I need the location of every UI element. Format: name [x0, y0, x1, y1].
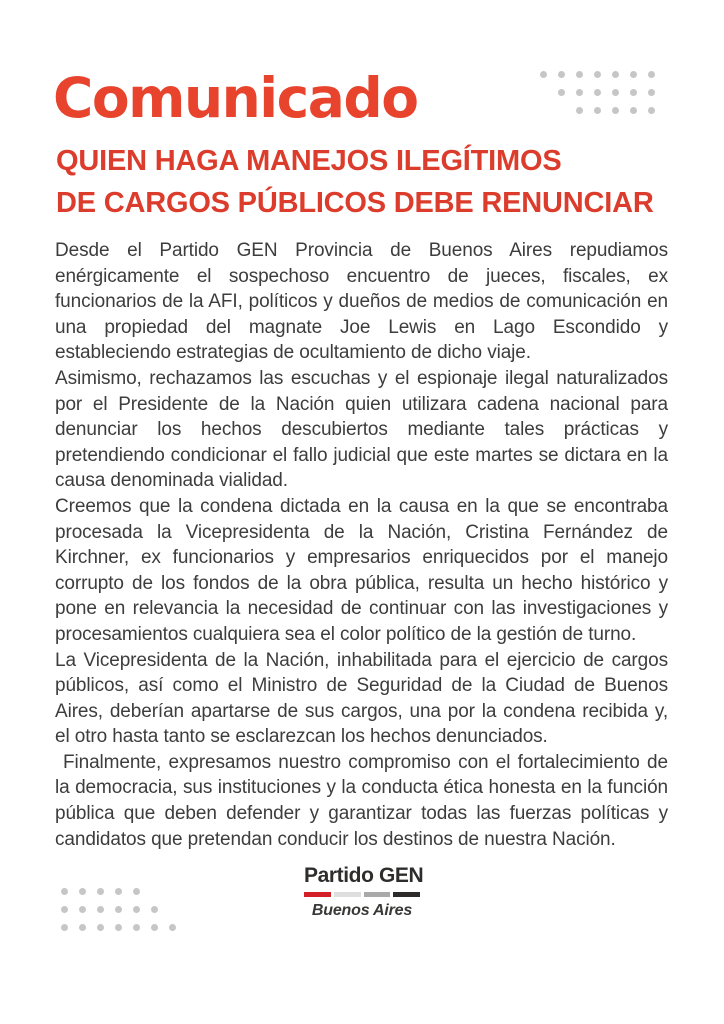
dot-icon [61, 888, 68, 895]
bar-segment [334, 892, 361, 897]
dot-icon [97, 924, 104, 931]
body-paragraph: Finalmente, expresamos nuestro compromiso con el fortalecimiento de la democracia, sus instituciones y la conducta ética honesta en la función pública que deben defender y garantizar todas las fuerzas políticas y candidatos que pretendan conducir los destinos de nuestra Nación. [55, 751, 668, 850]
dot-icon [576, 71, 583, 78]
dot-icon [648, 89, 655, 96]
partido-gen-logo [304, 864, 424, 920]
dot-grid-decoration-icon [540, 71, 655, 114]
dot-icon [594, 71, 601, 78]
dot-icon [79, 888, 86, 895]
body-paragraph: Creemos que la condena dictada en la causa en la que se encontraba procesada la Vicepresidenta de la Nación, Cristina Fernández de Kirchner, ex funcionarios y empresarios enriquecidos por el manejo corrupto de los fondos de la obra pública, resulta un hecho histórico y pone en relevancia la necesidad de continuar con las investigaciones y procesamientos cualquiera sea el color político de la gestión de turno. [55, 495, 668, 645]
dot-icon [61, 924, 68, 931]
dot-icon [151, 924, 158, 931]
dot-icon [97, 906, 104, 913]
dot-icon [612, 89, 619, 96]
bar-segment [364, 892, 391, 897]
dot-icon [630, 71, 637, 78]
statement-body [55, 238, 668, 852]
dot-icon [648, 107, 655, 114]
dot-icon [540, 71, 547, 78]
dot-icon [79, 924, 86, 931]
dot-icon [115, 906, 122, 913]
dot-icon [61, 906, 68, 913]
dot-icon [612, 71, 619, 78]
dot-icon [115, 888, 122, 895]
dot-icon [594, 89, 601, 96]
dot-icon [558, 89, 565, 96]
logo-title: Partido GEN [304, 864, 424, 887]
dot-icon [558, 71, 565, 78]
dot-icon [169, 924, 176, 931]
dot-icon [594, 107, 601, 114]
body-paragraph: Asimismo, rechazamos las escuchas y el espionaje ilegal naturalizados por el Presidente de la Nación quien utilizara cadena nacional para denunciar los hechos descubiertos mediante tales prácticas y pretendiendo condicionar el fallo judicial que este martes se dictara en la causa denominada vialidad. [55, 367, 668, 492]
bar-segment [393, 892, 420, 897]
page-subtitle [56, 140, 654, 224]
subtitle-line-2: DE CARGOS PÚBLICOS DEBE RENUNCIAR [56, 187, 654, 219]
body-paragraph: La Vicepresidenta de la Nación, inhabilitada para el ejercicio de cargos públicos, así como el Ministro de Seguridad de la Ciudad de Buenos Aires, deberían apartarse de sus cargos, una por la condena recibida y, el otro hasta tanto se esclarezcan los hechos denunciados. [55, 649, 668, 748]
logo-color-bar [304, 892, 420, 897]
dot-icon [630, 107, 637, 114]
dot-icon [133, 888, 140, 895]
dot-icon [612, 107, 619, 114]
dot-icon [630, 89, 637, 96]
dot-icon [79, 906, 86, 913]
page-title: Comunicado [53, 66, 418, 130]
dot-icon [133, 906, 140, 913]
bar-segment [304, 892, 331, 897]
dot-icon [97, 888, 104, 895]
subtitle-line-1: QUIEN HAGA MANEJOS ILEGÍTIMOS [56, 145, 562, 177]
dot-grid-decoration-icon [61, 888, 176, 931]
dot-icon [576, 107, 583, 114]
dot-icon [133, 924, 140, 931]
dot-icon [151, 906, 158, 913]
dot-icon [115, 924, 122, 931]
body-paragraph: Desde el Partido GEN Provincia de Buenos Aires repudiamos enérgicamente el sospechoso encuentro de jueces, fiscales, ex funcionarios de la AFI, políticos y dueños de medios de comunicación en una propiedad del magnate Joe Lewis en Lago Escondido y estableciendo estrategias de ocultamiento de dicho viaje. [55, 240, 668, 364]
dot-icon [576, 89, 583, 96]
dot-icon [648, 71, 655, 78]
logo-subtitle: Buenos Aires [311, 902, 413, 919]
